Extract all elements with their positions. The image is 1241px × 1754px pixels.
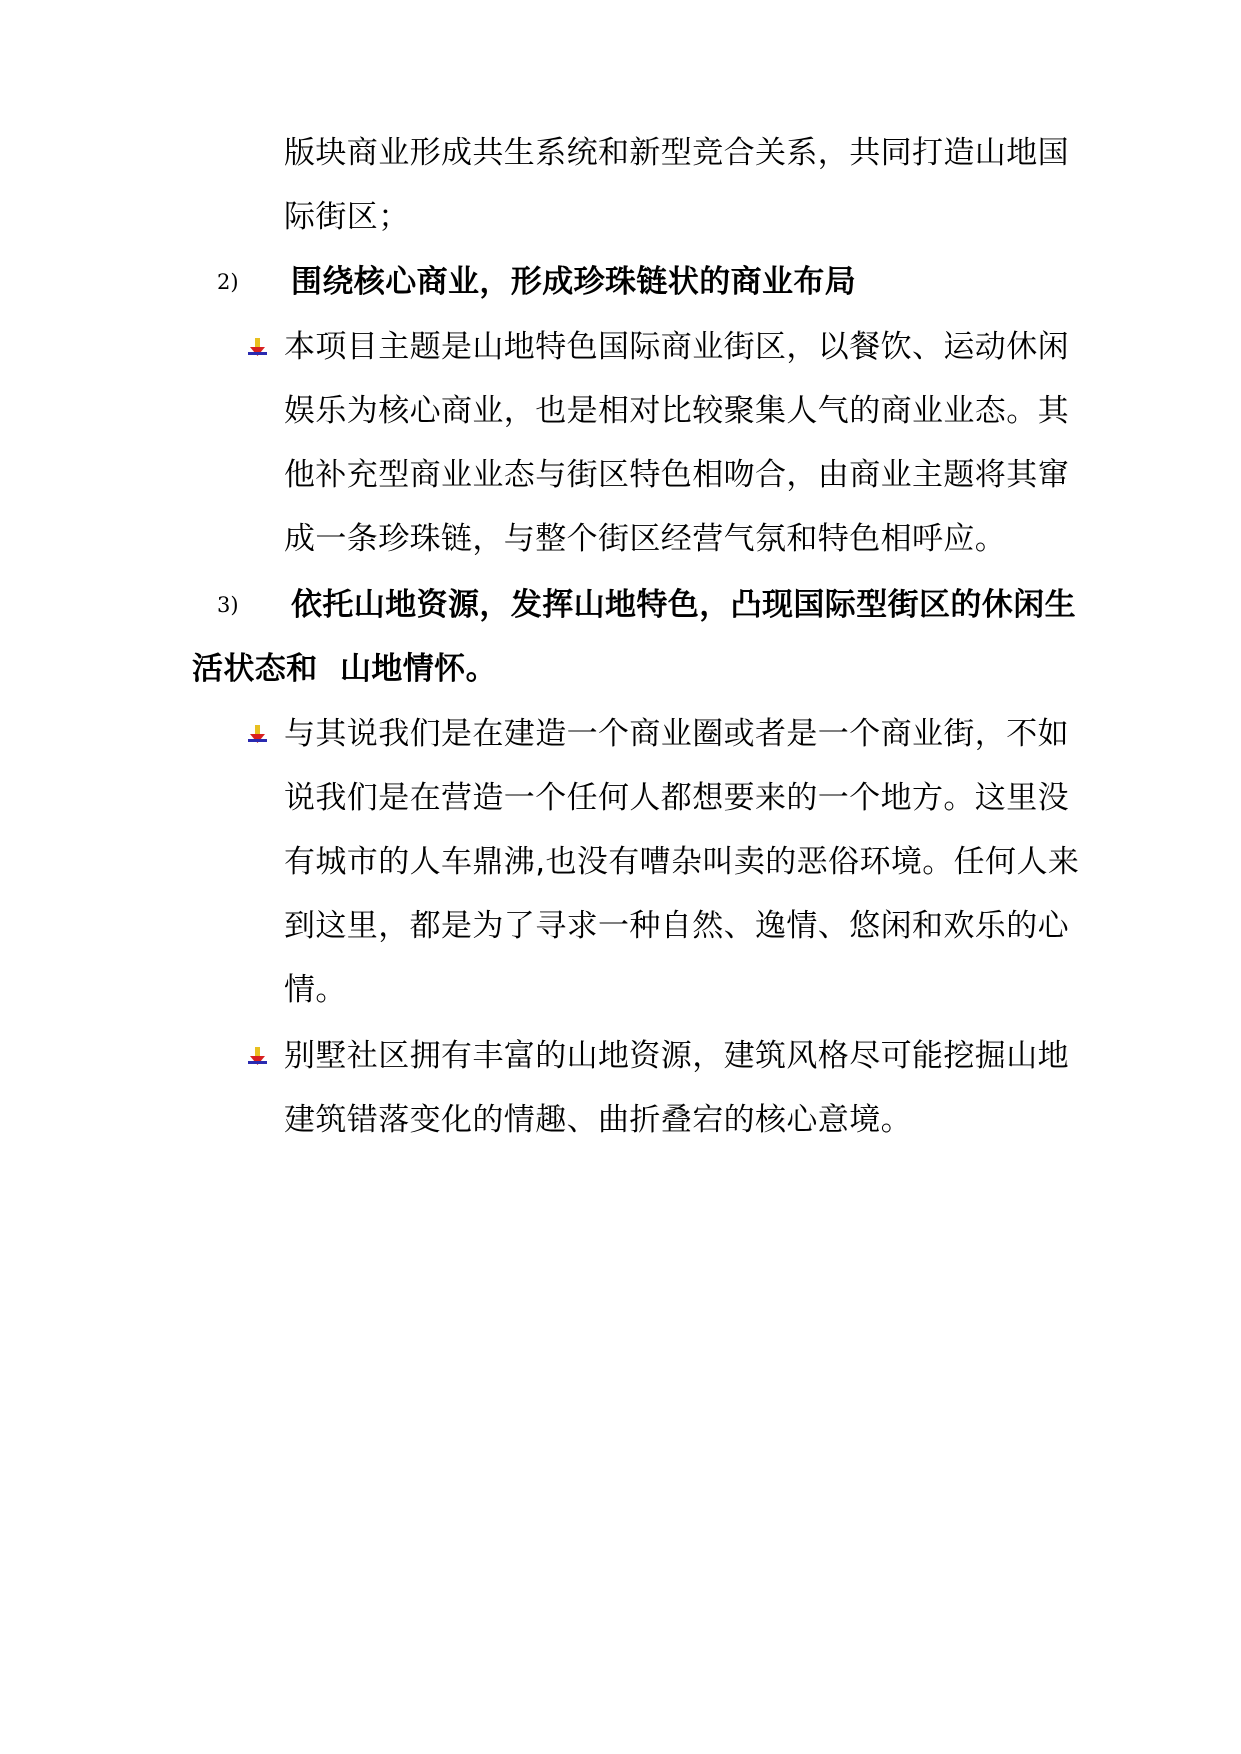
section-3-number: 3)	[217, 593, 239, 617]
section-3-bullet-2-line-2: 建筑错落变化的情趣、曲折叠宕的核心意境。	[284, 1102, 912, 1138]
section-3-bullet-1-line-2: 说我们是在营造一个任何人都想要来的一个地方。这里没	[284, 780, 1069, 816]
section-3-bullet-1-line-3: 有城市的人车鼎沸,也没有嘈杂叫卖的恶俗环境。任何人来	[284, 844, 1080, 880]
section-2-heading: 围绕核心商业，形成珍珠链状的商业布局	[291, 264, 857, 300]
section-2-bullet-1-line-4: 成一条珍珠链，与整个街区经营气氛和特色相呼应。	[284, 521, 1007, 557]
intro-line-2: 际街区；	[284, 199, 410, 235]
section-3-bullet-1-line-1: 与其说我们是在建造一个商业圈或者是一个商业街，不如	[284, 716, 1069, 752]
section-2-bullet-1-line-3: 他补充型商业业态与街区特色相吻合，由商业主题将其窜	[284, 457, 1069, 493]
section-3-bullet-1-line-5: 情。	[284, 972, 347, 1008]
intro-line-1: 版块商业形成共生系统和新型竞合关系，共同打造山地国	[284, 135, 1069, 171]
section-2-bullet-1-line-1: 本项目主题是山地特色国际商业街区，以餐饮、运动休闲	[284, 329, 1069, 365]
section-3-bullet-1-line-4: 到这里，都是为了寻求一种自然、逸情、悠闲和欢乐的心	[284, 908, 1069, 944]
arrow-down-bullet-icon	[247, 1046, 269, 1068]
arrow-down-bullet-icon	[247, 337, 269, 359]
section-2-bullet-1-line-2: 娱乐为核心商业，也是相对比较聚集人气的商业业态。其	[284, 393, 1069, 429]
section-3-heading-line-2: 活状态和 山地情怀。	[192, 651, 497, 687]
section-2-number: 2)	[217, 270, 239, 294]
arrow-down-bullet-icon	[247, 724, 269, 746]
section-3-bullet-2-line-1: 别墅社区拥有丰富的山地资源，建筑风格尽可能挖掘山地	[284, 1038, 1069, 1074]
section-3-heading-line-1: 依托山地资源，发挥山地特色，凸现国际型街区的休闲生	[291, 587, 1076, 623]
